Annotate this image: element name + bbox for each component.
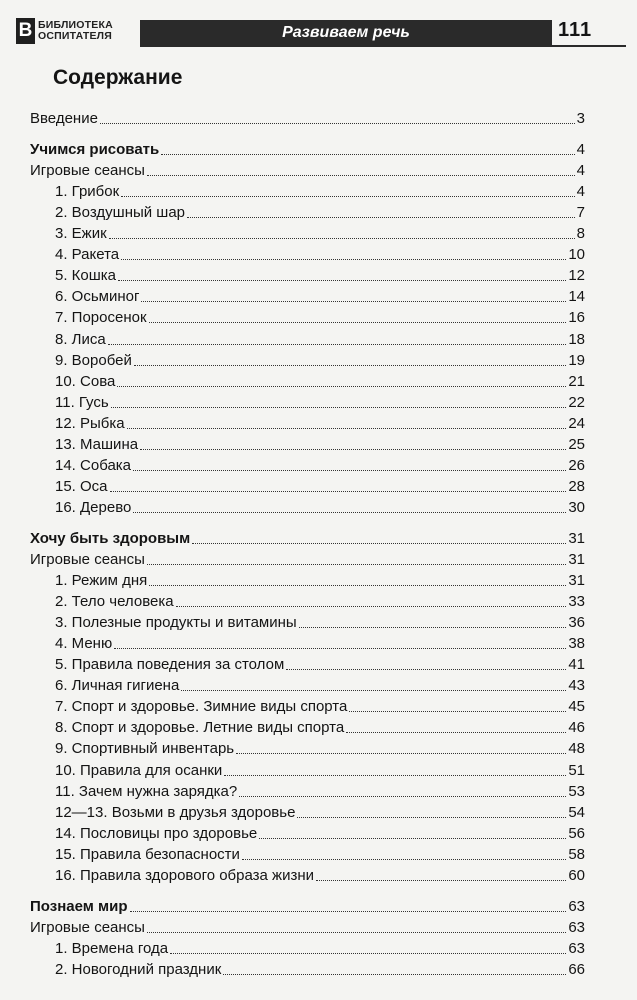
toc-entry-label: Игровые сеансы xyxy=(30,918,145,936)
toc-entry-label: 6. Осьминог xyxy=(55,288,140,306)
toc-entry-page: 14 xyxy=(568,288,585,306)
toc-dot-leader xyxy=(147,932,566,933)
toc-entry-label: 6. Личная гигиена xyxy=(55,677,180,695)
toc-entry-label: 1. Грибок xyxy=(55,183,120,201)
toc-dot-leader xyxy=(149,585,566,586)
toc-entry xyxy=(30,737,585,758)
toc-entry-page: 31 xyxy=(568,572,585,590)
toc-entry-page: 41 xyxy=(568,656,585,674)
toc-entry xyxy=(30,180,585,201)
toc-dot-leader xyxy=(134,365,566,366)
toc-entry-page: 53 xyxy=(568,782,585,800)
toc-entry xyxy=(30,243,585,264)
toc-entry xyxy=(30,548,585,569)
toc-entry xyxy=(30,780,585,801)
toc-entry xyxy=(30,306,585,327)
toc-entry-label: 14. Собака xyxy=(55,456,132,474)
toc-entry-label: 8. Спорт и здоровье. Летние виды спорта xyxy=(55,719,345,737)
toc-entry-page: 18 xyxy=(568,330,585,348)
header-rule xyxy=(140,45,626,47)
toc-dot-leader xyxy=(161,154,574,155)
toc-dot-leader xyxy=(114,648,566,649)
series-logo-line-1: БИБЛИОТЕКА xyxy=(38,19,113,31)
toc-entry-label: 7. Поросенок xyxy=(55,309,147,327)
toc-entry xyxy=(30,527,585,548)
toc-entry xyxy=(30,916,585,937)
toc-entry-label: 1. Времена года xyxy=(55,939,169,957)
toc-entry-label: Познаем мир xyxy=(30,897,128,915)
toc-dot-leader xyxy=(111,407,567,408)
toc-entry xyxy=(30,370,585,391)
toc-entry xyxy=(30,716,585,737)
toc-entry-label: 12—13. Возьми в друзья здоровье xyxy=(55,803,296,821)
toc-dot-leader xyxy=(100,123,575,124)
toc-entry xyxy=(30,391,585,412)
toc-entry-page: 24 xyxy=(568,414,585,432)
toc-entry xyxy=(30,958,585,979)
toc-entry-page: 46 xyxy=(568,719,585,737)
toc-entry-label: 2. Новогодний праздник xyxy=(55,960,222,978)
toc-entry-label: 5. Правила поведения за столом xyxy=(55,656,285,674)
toc-entry-page: 28 xyxy=(568,477,585,495)
toc-dot-leader xyxy=(176,606,567,607)
toc-dot-leader xyxy=(242,859,566,860)
toc-entry-page: 60 xyxy=(568,866,585,884)
toc-entry-label: 9. Воробей xyxy=(55,351,132,369)
toc-dot-leader xyxy=(170,953,566,954)
series-logo-text xyxy=(38,20,113,42)
toc-dot-leader xyxy=(192,543,566,544)
toc-entry-label: 15. Правила безопасности xyxy=(55,845,240,863)
toc-entry-label: 3. Полезные продукты и витамины xyxy=(55,614,297,632)
toc-entry-page: 43 xyxy=(568,677,585,695)
toc-entry-page: 63 xyxy=(568,939,585,957)
toc-entry-label: 11. Гусь xyxy=(55,393,109,411)
toc-dot-leader xyxy=(187,217,575,218)
toc-entry xyxy=(30,937,585,958)
toc-dot-leader xyxy=(259,838,566,839)
toc-entry xyxy=(30,632,585,653)
toc-entry-page: 56 xyxy=(568,824,585,842)
toc-dot-leader xyxy=(299,627,567,628)
toc-entry xyxy=(30,454,585,475)
toc-entry-page: 66 xyxy=(568,960,585,978)
toc-entry-label: 15. Оса xyxy=(55,477,108,495)
toc-entry-label: 16. Дерево xyxy=(55,498,132,516)
toc-entry xyxy=(30,843,585,864)
toc-dot-leader xyxy=(109,238,575,239)
toc-dot-leader xyxy=(133,512,566,513)
toc-entry xyxy=(30,653,585,674)
toc-entry-label: Хочу быть здоровым xyxy=(30,529,191,547)
toc-entry-page: 45 xyxy=(568,698,585,716)
toc-entry xyxy=(30,895,585,916)
toc-dot-leader xyxy=(130,911,567,912)
toc-dot-leader xyxy=(108,344,567,345)
toc-entry xyxy=(30,611,585,632)
toc-entry-page: 33 xyxy=(568,593,585,611)
toc-entry-label: 2. Воздушный шар xyxy=(55,204,186,222)
toc-entry xyxy=(30,264,585,285)
toc-entry-label: 11. Зачем нужна зарядка? xyxy=(55,782,238,800)
toc-entry xyxy=(30,138,585,159)
toc-dot-leader xyxy=(224,775,566,776)
toc-entry-page: 3 xyxy=(576,110,585,127)
toc-entry xyxy=(30,222,585,243)
toc-entry-page: 7 xyxy=(576,204,585,222)
toc-dot-leader xyxy=(316,880,566,881)
toc-entry-page: 10 xyxy=(568,246,585,264)
toc-entry xyxy=(30,822,585,843)
toc-entry-page: 26 xyxy=(568,456,585,474)
toc-entry-label: 7. Спорт и здоровье. Зимние виды спорта xyxy=(55,698,348,716)
page-number: 111 xyxy=(558,19,593,41)
toc-entry-page: 21 xyxy=(568,372,585,390)
toc-entry-label: 8. Лиса xyxy=(55,330,106,348)
toc-entry-label: 4. Ракета xyxy=(55,246,120,264)
toc-entry-label: 3. Ежик xyxy=(55,225,107,243)
toc-dot-leader xyxy=(239,796,566,797)
toc-entry-label: Игровые сеансы xyxy=(30,162,145,180)
toc-entry-page: 12 xyxy=(568,267,585,285)
toc-entry-page: 30 xyxy=(568,498,585,516)
series-logo-badge: В xyxy=(16,18,35,44)
toc-entry xyxy=(30,759,585,780)
toc-dot-leader xyxy=(117,386,566,387)
toc-entry-label: 14. Пословицы про здоровье xyxy=(55,824,258,842)
toc-entry-label: 13. Машина xyxy=(55,435,139,453)
toc-dot-leader xyxy=(133,470,566,471)
toc-dot-leader xyxy=(147,564,566,565)
toc-entry-page: 4 xyxy=(576,141,585,159)
toc-entry-page: 25 xyxy=(568,435,585,453)
toc-entry xyxy=(30,496,585,517)
toc-entry-label: Введение xyxy=(30,110,98,127)
toc-entry-label: Игровые сеансы xyxy=(30,551,145,568)
toc-dot-leader xyxy=(349,711,566,712)
toc-title: Содержание xyxy=(53,66,183,89)
toc-entry-label: 9. Спортивный инвентарь xyxy=(55,740,235,758)
toc-entry xyxy=(30,328,585,349)
toc-entry-label: 5. Кошка xyxy=(55,267,117,285)
toc-dot-leader xyxy=(346,732,566,733)
toc-entry xyxy=(30,864,585,885)
toc-dot-leader xyxy=(118,280,566,281)
toc-dot-leader xyxy=(121,259,566,260)
toc-entry-page: 31 xyxy=(568,529,585,547)
toc-entry xyxy=(30,285,585,306)
toc-dot-leader xyxy=(127,428,567,429)
toc-dot-leader xyxy=(141,301,566,302)
toc-entry-label: Учимся рисовать xyxy=(30,141,160,159)
toc-dot-leader xyxy=(140,449,566,450)
toc-entry-page: 63 xyxy=(568,897,585,915)
toc-dot-leader xyxy=(121,196,574,197)
toc-entry-label: 10. Сова xyxy=(55,372,116,390)
toc-entry xyxy=(30,475,585,496)
toc-entry-label: 16. Правила здорового образа жизни xyxy=(55,866,315,884)
toc-entry-page: 31 xyxy=(568,551,585,568)
toc-entry-page: 36 xyxy=(568,614,585,632)
toc-dot-leader xyxy=(149,322,567,323)
series-logo-line-2: ОСПИТАТЕЛЯ xyxy=(38,30,112,42)
toc-entry xyxy=(30,201,585,222)
toc-entry-label: 1. Режим дня xyxy=(55,572,148,590)
running-section-title: Развиваем речь xyxy=(282,24,410,41)
toc-entry xyxy=(30,569,585,590)
toc-entry-page: 16 xyxy=(568,309,585,327)
toc-entry-page: 54 xyxy=(568,803,585,821)
toc-entry-page: 48 xyxy=(568,740,585,758)
toc-dot-leader xyxy=(110,491,567,492)
toc-entry-label: 10. Правила для осанки xyxy=(55,761,223,779)
toc-entry-label: 2. Тело человека xyxy=(55,593,174,611)
toc-dot-leader xyxy=(223,974,566,975)
toc-entry-page: 8 xyxy=(576,225,585,243)
toc-entry-page: 4 xyxy=(576,183,585,201)
toc-entry xyxy=(30,107,585,128)
toc-dot-leader xyxy=(286,669,566,670)
toc-entry xyxy=(30,433,585,454)
toc-entry xyxy=(30,590,585,611)
toc-entry-page: 63 xyxy=(568,918,585,936)
toc-entry-page: 51 xyxy=(568,761,585,779)
toc-dot-leader xyxy=(147,175,575,176)
toc-entry-page: 4 xyxy=(576,162,585,180)
toc-entry xyxy=(30,412,585,433)
page-header xyxy=(16,16,626,48)
section-title-band xyxy=(140,20,552,45)
toc-entry xyxy=(30,349,585,370)
toc-entry xyxy=(30,674,585,695)
toc-entry-page: 58 xyxy=(568,845,585,863)
toc-entry xyxy=(30,801,585,822)
toc-entry-label: 12. Рыбка xyxy=(55,414,125,432)
toc-entry-page: 38 xyxy=(568,635,585,653)
toc-dot-leader xyxy=(236,753,566,754)
toc-dot-leader xyxy=(297,817,566,818)
toc-entry xyxy=(30,695,585,716)
toc-entry-page: 22 xyxy=(568,393,585,411)
toc-dot-leader xyxy=(181,690,566,691)
toc-entry-label: 4. Меню xyxy=(55,635,113,653)
toc-entry xyxy=(30,159,585,180)
toc-entry-page: 19 xyxy=(568,351,585,369)
